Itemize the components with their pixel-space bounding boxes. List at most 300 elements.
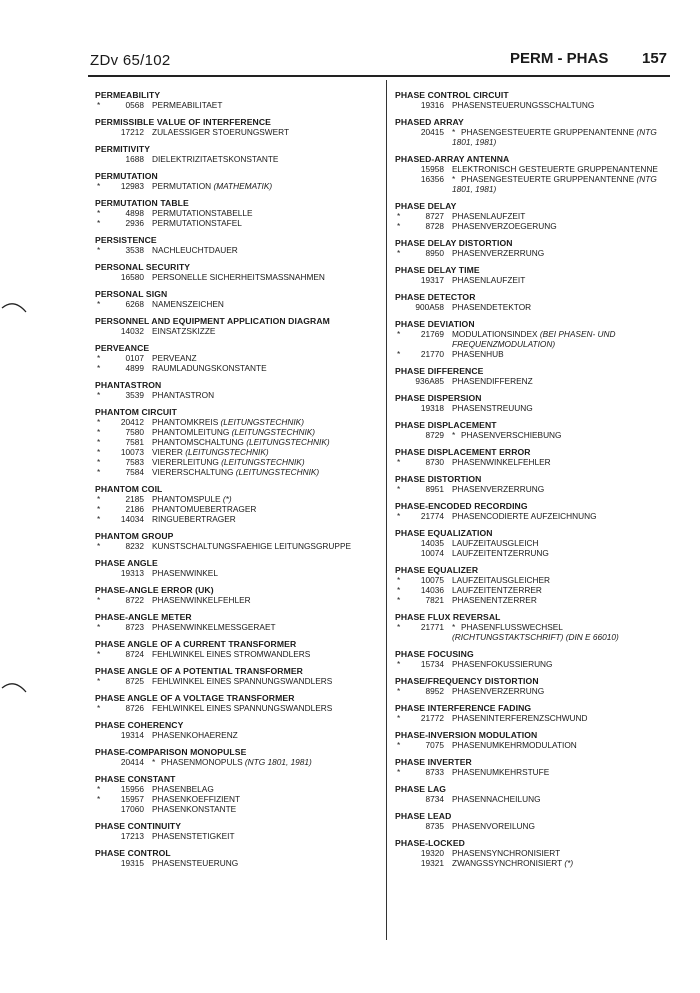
glossary-entry (95, 774, 380, 814)
term-number: 21770 (420, 349, 444, 359)
entry-heading: PHASE ANGLE OF A POTENTIAL TRANSFORMER (95, 666, 303, 676)
term-number: 21769 (420, 329, 444, 339)
german-term (452, 659, 675, 669)
column-divider (386, 80, 387, 940)
translation-line (95, 514, 380, 524)
term-text: RAUMLADUNGSKONSTANTE (152, 363, 267, 373)
term-text: ZWANGSSYNCHRONISIERT (452, 858, 563, 868)
star-marker: * (397, 211, 401, 221)
star-marker: * (97, 208, 101, 218)
german-term (152, 427, 380, 437)
entry-heading: PHASE COHERENCY (95, 720, 184, 730)
star-marker: * (397, 585, 401, 595)
german-term (152, 595, 380, 605)
term-number: 8950 (425, 248, 444, 258)
term-text: PHANTOMLEITUNG (152, 427, 230, 437)
term-number: 10073 (120, 447, 144, 457)
star-marker (395, 100, 410, 110)
term-number: 8728 (425, 221, 444, 231)
glossary-entry (395, 501, 675, 521)
translation-line (95, 730, 380, 740)
german-term (452, 164, 675, 174)
term-text: PHASENLAUFZEIT (452, 211, 526, 221)
translation-line (395, 164, 675, 174)
translation-line (395, 767, 675, 777)
term-text: PHASENKONSTANTE (152, 804, 237, 814)
star-marker: * (397, 575, 401, 585)
glossary-entry (395, 703, 675, 723)
translation-line (95, 299, 380, 309)
term-text: VIERERSCHALTUNG (152, 467, 234, 477)
glossary-entry (95, 90, 380, 110)
term-number: 17212 (120, 127, 144, 137)
term-text: PHASENKOEFFIZIENT (152, 794, 241, 804)
entry-heading: PHANTOM GROUP (95, 531, 174, 541)
translation-line (95, 326, 380, 336)
entry-heading: PHASE INVERTER (395, 757, 472, 767)
translation-line (395, 740, 675, 750)
entry-heading: PHASE ANGLE OF A CURRENT TRANSFORMER (95, 639, 297, 649)
german-term (152, 784, 380, 794)
inline-star-marker: * (452, 174, 456, 184)
star-marker (395, 848, 410, 858)
star-marker (95, 154, 110, 164)
german-term (152, 514, 380, 524)
german-term (152, 299, 380, 309)
star-marker: * (397, 713, 401, 723)
german-term (152, 127, 380, 137)
term-number: 14032 (120, 326, 144, 336)
term-number: 1688 (125, 154, 144, 164)
term-number: 7821 (425, 595, 444, 605)
glossary-entry (95, 144, 380, 164)
entry-heading: PHASE CONTINUITY (95, 821, 182, 831)
entry-heading: PHASED-ARRAY ANTENNA (395, 154, 510, 164)
term-number: 19315 (120, 858, 144, 868)
translation-line (95, 457, 380, 467)
star-marker: * (397, 659, 401, 669)
german-term (152, 417, 380, 427)
term-number: 3539 (125, 390, 144, 400)
term-text: PHASENVERSCHIEBUNG (461, 430, 562, 440)
term-number: 2185 (125, 494, 144, 504)
glossary-entry (95, 171, 380, 191)
translation-line (95, 703, 380, 713)
entry-heading: PHASE DISPERSION (395, 393, 482, 403)
entry-heading: PHASE DELAY TIME (395, 265, 480, 275)
entry-heading: PHASE-COMPARISON MONOPULSE (95, 747, 247, 757)
term-text: ZULAESSIGER STOERUNGSWERT (152, 127, 290, 137)
star-marker: * (97, 504, 101, 514)
star-marker: * (397, 457, 401, 467)
glossary-entry (395, 393, 675, 413)
term-text: PHANTASTRON (152, 390, 215, 400)
term-text: PHASENSYNCHRONISIERT (452, 848, 561, 858)
term-number: 8735 (425, 821, 444, 831)
term-text: PHASENHUB (452, 349, 504, 359)
glossary-entry (395, 420, 675, 440)
german-term (452, 430, 675, 440)
term-text: RINGUEBERTRAGER (152, 514, 236, 524)
entry-heading: PHANTASTRON (95, 380, 162, 390)
term-text: VIERERLEITUNG (152, 457, 219, 467)
glossary-entry (95, 343, 380, 373)
term-text: PHANTOMUEBERTRAGER (152, 504, 257, 514)
star-marker (395, 302, 410, 312)
translation-line (95, 494, 380, 504)
term-number: 17060 (120, 804, 144, 814)
term-number: 19313 (120, 568, 144, 578)
german-term (152, 353, 380, 363)
german-term (452, 302, 675, 312)
glossary-entry (95, 666, 380, 686)
german-term (152, 154, 380, 164)
german-term (152, 326, 380, 336)
translation-line (95, 353, 380, 363)
term-text: LAUFZEITENTZERRER (452, 585, 542, 595)
german-term (152, 218, 380, 228)
entry-heading: PERMEABILITY (95, 90, 161, 100)
term-text: ELEKTRONISCH GESTEUERTE GRUPPENANTENNE (452, 164, 658, 174)
entry-heading: PHASE FOCUSING (395, 649, 474, 659)
term-number: 12983 (120, 181, 144, 191)
term-text: PHASENDIFFERENZ (452, 376, 533, 386)
term-text: PHASENVERZERRUNG (452, 248, 545, 258)
translation-line (95, 804, 380, 814)
glossary-entry (95, 720, 380, 740)
entry-heading: PHASE CONSTANT (95, 774, 176, 784)
term-number: 20412 (120, 417, 144, 427)
star-marker: * (397, 622, 401, 632)
translation-line (395, 595, 675, 605)
translation-line (95, 649, 380, 659)
term-text: PHANTOMSCHALTUNG (152, 437, 244, 447)
term-note: (RICHTUNGSTAKTSCHRIFT) (DIN E 66010) (452, 632, 619, 642)
translation-line (395, 275, 675, 285)
glossary-entry (395, 292, 675, 312)
german-term (152, 622, 380, 632)
star-marker: * (397, 740, 401, 750)
translation-line (395, 329, 675, 349)
star-marker: * (97, 363, 101, 373)
term-number: 8232 (125, 541, 144, 551)
glossary-entry (95, 407, 380, 477)
german-term (452, 595, 675, 605)
entry-heading: PERVEANCE (95, 343, 150, 353)
term-text: LAUFZEITAUSGLEICHER (452, 575, 551, 585)
entry-heading: PHASE FLUX REVERSAL (395, 612, 501, 622)
german-term (452, 100, 675, 110)
star-marker: * (397, 329, 401, 339)
translation-line (395, 211, 675, 221)
term-number: 19317 (420, 275, 444, 285)
translation-line (95, 794, 380, 804)
glossary-entry (395, 319, 675, 359)
term-number: 10075 (420, 575, 444, 585)
term-note: (NTG 1801, 1981) (452, 127, 657, 147)
term-number: 20415 (420, 127, 444, 137)
term-number: 8725 (125, 676, 144, 686)
star-marker (95, 568, 110, 578)
term-text: PHASENVOREILUNG (452, 821, 535, 831)
entry-heading: PHASE DISPLACEMENT ERROR (395, 447, 531, 457)
translation-line (95, 784, 380, 794)
german-term (152, 676, 380, 686)
term-text: PERVEANZ (152, 353, 197, 363)
german-term (152, 437, 380, 447)
term-text: PHASENGESTEUERTE GRUPPENANTENNE (461, 127, 635, 137)
german-term (452, 848, 675, 858)
german-term (152, 208, 380, 218)
glossary-entry (95, 639, 380, 659)
star-marker (395, 127, 410, 147)
term-number: 6268 (125, 299, 144, 309)
term-number: 900A58 (415, 302, 444, 312)
translation-line (95, 100, 380, 110)
entry-heading: PHASE DELAY (395, 201, 457, 211)
glossary-entry (95, 693, 380, 713)
term-text: PHASENWINKELFEHLER (152, 595, 251, 605)
star-marker (395, 858, 410, 868)
german-term (452, 821, 675, 831)
entry-heading: PERSISTENCE (95, 235, 157, 245)
entry-heading: PHASE INTERFERENCE FADING (395, 703, 532, 713)
term-note: (LEITUNGSTECHNIK) (235, 467, 320, 477)
term-text: PHASENNACHEILUNG (452, 794, 541, 804)
translation-line (95, 427, 380, 437)
term-text: LAUFZEITAUSGLEICH (452, 538, 539, 548)
translation-line (95, 447, 380, 457)
star-marker (95, 326, 110, 336)
translation-line (95, 622, 380, 632)
term-note: (NTG 1801, 1981) (452, 174, 657, 194)
german-term (452, 403, 675, 413)
entry-heading: PHASE ANGLE (95, 558, 158, 568)
star-marker: * (97, 794, 101, 804)
term-text: KUNSTSCHALTUNGSFAEHIGE LEITUNGSGRUPPE (152, 541, 352, 551)
term-note: (MATHEMATIK) (213, 181, 273, 191)
translation-line (95, 595, 380, 605)
german-term (452, 686, 675, 696)
star-marker (95, 858, 110, 868)
glossary-entry (95, 235, 380, 255)
entry-heading: PHASE-ENCODED RECORDING (395, 501, 528, 511)
left-column (95, 90, 380, 875)
term-number: 8724 (125, 649, 144, 659)
glossary-entry (395, 838, 675, 868)
glossary-entry (395, 649, 675, 669)
star-marker: * (397, 221, 401, 231)
translation-line (95, 676, 380, 686)
german-term (152, 272, 380, 282)
term-text: PHASENCODIERTE AUFZEICHNUNG (452, 511, 597, 521)
star-marker: * (397, 484, 401, 494)
term-number: 19320 (420, 848, 444, 858)
entry-heading: PHASE DIFFERENCE (395, 366, 484, 376)
term-number: 0568 (125, 100, 144, 110)
german-term (452, 248, 675, 258)
term-number: 21774 (420, 511, 444, 521)
term-number: 14035 (420, 538, 444, 548)
glossary-entry (395, 447, 675, 467)
star-marker: * (97, 417, 101, 427)
glossary-entry (95, 585, 380, 605)
star-marker: * (397, 767, 401, 777)
glossary-entry (395, 90, 675, 110)
glossary-entry (395, 612, 675, 642)
term-text: PERMUTATIONSTABELLE (152, 208, 253, 218)
star-marker (95, 272, 110, 282)
star-marker (95, 757, 110, 767)
star-marker: * (97, 457, 101, 467)
translation-line (395, 100, 675, 110)
term-note: (LEITUNGSTECHNIK) (185, 447, 269, 457)
translation-line (395, 659, 675, 669)
term-number: 8733 (425, 767, 444, 777)
term-text: PHANTOMSPULE (152, 494, 221, 504)
term-note: (LEITUNGSTECHNIK) (231, 427, 316, 437)
translation-line (95, 390, 380, 400)
entry-heading: PERSONAL SIGN (95, 289, 168, 299)
entry-heading: PERSONNEL AND EQUIPMENT APPLICATION DIAGRAM (95, 316, 330, 326)
term-text: PHASENSTEUERUNG (152, 858, 239, 868)
glossary-entry (95, 747, 380, 767)
inline-star-marker: * (452, 127, 456, 137)
translation-line (395, 858, 675, 868)
term-text: NAMENSZEICHEN (152, 299, 224, 309)
term-text: EINSATZSKIZZE (152, 326, 216, 336)
term-note: (LEITUNGSTECHNIK) (220, 417, 304, 427)
translation-line (395, 484, 675, 494)
entry-heading: PHASE CONTROL (95, 848, 171, 858)
star-marker: * (397, 511, 401, 521)
term-number: 7075 (425, 740, 444, 750)
star-marker: * (97, 514, 101, 524)
entry-heading: PHANTOM COIL (95, 484, 163, 494)
term-text: PHASENVERZERRUNG (452, 686, 545, 696)
star-marker: * (97, 181, 101, 191)
term-text: PHASENFOKUSSIERUNG (452, 659, 553, 669)
star-marker: * (97, 218, 101, 228)
german-term (452, 713, 675, 723)
german-term (152, 245, 380, 255)
star-marker: * (97, 649, 101, 659)
german-term (152, 794, 380, 804)
entry-heading: PHASE DISTORTION (395, 474, 482, 484)
glossary-entry (95, 848, 380, 868)
star-marker (395, 548, 410, 558)
star-marker: * (97, 447, 101, 457)
term-number: 2936 (125, 218, 144, 228)
german-term (452, 221, 675, 231)
glossary-entry (395, 811, 675, 831)
translation-line (395, 511, 675, 521)
entry-heading: PHASE-INVERSION MODULATION (395, 730, 538, 740)
term-text: PERMUTATIONSTAFEL (152, 218, 242, 228)
glossary-entry (395, 565, 675, 605)
translation-line (395, 127, 675, 147)
star-marker: * (397, 686, 401, 696)
entry-heading: PHASE EQUALIZER (395, 565, 479, 575)
german-term (452, 484, 675, 494)
glossary-entry (95, 558, 380, 578)
term-number: 10074 (420, 548, 444, 558)
term-note: (LEITUNGSTECHNIK) (221, 457, 305, 467)
translation-line (95, 541, 380, 551)
translation-line (95, 757, 380, 767)
entry-heading: PHASE LEAD (395, 811, 452, 821)
star-marker (395, 538, 410, 548)
german-term (452, 794, 675, 804)
term-number: 936A85 (415, 376, 444, 386)
term-text: VIERER (152, 447, 183, 457)
translation-line (95, 245, 380, 255)
german-term (452, 575, 675, 585)
term-text: PHASENSTETIGKEIT (152, 831, 235, 841)
translation-line (95, 208, 380, 218)
translation-line (95, 218, 380, 228)
term-number: 21771 (420, 622, 444, 632)
entry-heading: PERMITIVITY (95, 144, 151, 154)
term-number: 21772 (420, 713, 444, 723)
star-marker (395, 174, 410, 194)
glossary-entry (395, 757, 675, 777)
translation-line (395, 548, 675, 558)
translation-line (395, 686, 675, 696)
german-term (452, 767, 675, 777)
german-term (452, 174, 675, 194)
german-term (452, 349, 675, 359)
glossary-entry (395, 117, 675, 147)
glossary-entry (395, 474, 675, 494)
glossary-entry (95, 117, 380, 137)
term-text: PHASENINTERFERENZSCHWUND (452, 713, 588, 723)
term-number: 19321 (420, 858, 444, 868)
term-number: 17213 (120, 831, 144, 841)
star-marker (395, 821, 410, 831)
term-text: NACHLEUCHTDAUER (152, 245, 238, 255)
term-number: 14036 (420, 585, 444, 595)
term-number: 16356 (420, 174, 444, 184)
term-number: 19318 (420, 403, 444, 413)
term-number: 4898 (125, 208, 144, 218)
term-number: 2186 (125, 504, 144, 514)
translation-line (395, 302, 675, 312)
term-number: 8729 (425, 430, 444, 440)
glossary-entry (95, 484, 380, 524)
translation-line (95, 363, 380, 373)
term-text: FEHLWINKEL EINES SPANNUNGSWANDLERS (152, 703, 333, 713)
star-marker (95, 730, 110, 740)
translation-line (395, 376, 675, 386)
german-term (152, 730, 380, 740)
entry-heading: PHASE-LOCKED (395, 838, 465, 848)
star-marker: * (97, 100, 101, 110)
german-term (452, 511, 675, 521)
star-marker (395, 275, 410, 285)
term-text: PERMEABILITAET (152, 100, 223, 110)
glossary-entry (395, 366, 675, 386)
german-term (152, 568, 380, 578)
term-text: PHASENUMKEHRSTUFE (452, 767, 550, 777)
glossary-entry (395, 201, 675, 231)
entry-heading: PHASE/FREQUENCY DISTORTION (395, 676, 539, 686)
entry-heading: PHASED ARRAY (395, 117, 464, 127)
translation-line (95, 858, 380, 868)
term-number: 3538 (125, 245, 144, 255)
term-number: 19316 (420, 100, 444, 110)
german-term (452, 376, 675, 386)
